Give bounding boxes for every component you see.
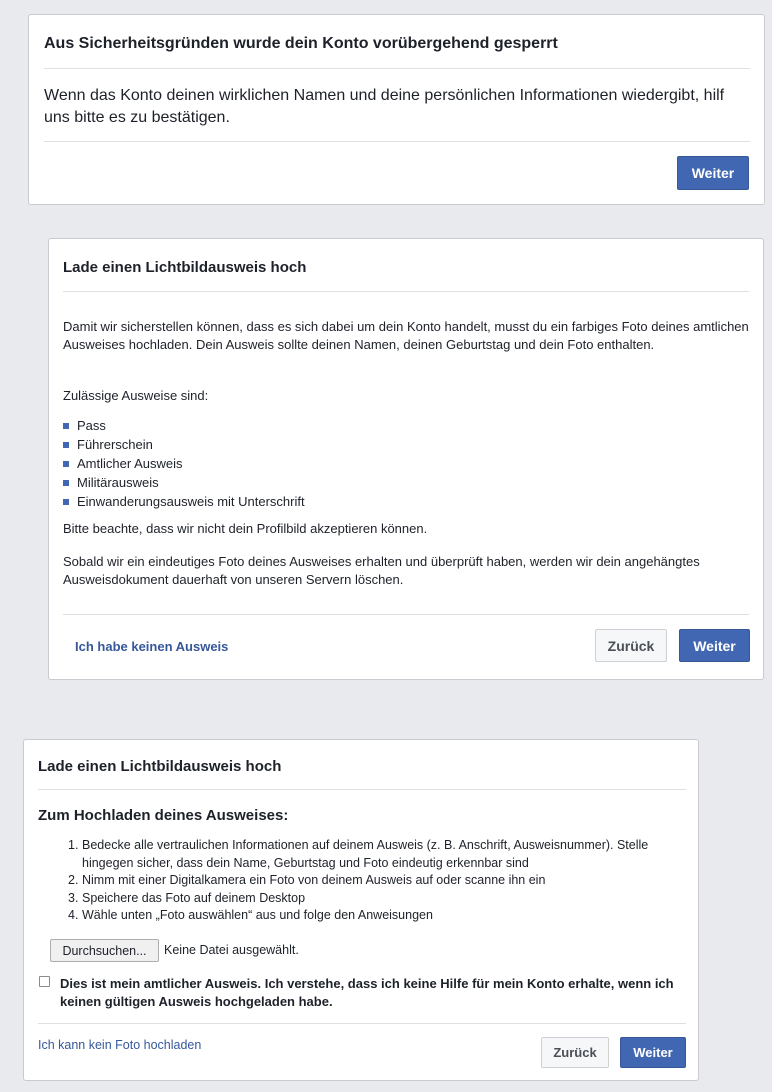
divider: [44, 141, 750, 142]
confirm-id-label[interactable]: Dies ist mein amtlicher Ausweis. Ich verstehe, dass ich keine Hilfe für mein Konto erhalte, wenn ich keinen gültigen Ausweis hochgeladen habe.: [60, 976, 674, 1009]
continue-button[interactable]: Weiter: [620, 1037, 686, 1068]
step-number: 4.: [68, 908, 79, 922]
list-item-label: Amtlicher Ausweis: [77, 456, 183, 471]
upload-id-form-card: [23, 739, 699, 1081]
step-number: 2.: [68, 873, 79, 887]
bullet-icon: [63, 461, 69, 467]
step-number: 3.: [68, 890, 79, 905]
list-item: [68, 890, 688, 908]
list-item: [68, 907, 688, 925]
list-item: [63, 473, 305, 492]
list-item: [63, 492, 305, 511]
upload-id-title: Lade einen Lichtbildausweis hoch: [63, 259, 307, 276]
upload-id-title: Lade einen Lichtbildausweis hoch: [38, 758, 282, 775]
file-status: Keine Datei ausgewählt.: [164, 943, 299, 957]
back-button[interactable]: Zurück: [595, 629, 667, 662]
divider: [63, 614, 749, 615]
divider: [44, 68, 750, 69]
step-text: Nimm mit einer Digitalkamera ein Foto von deinem Ausweis auf oder scanne ihn ein: [82, 873, 546, 887]
list-item: [63, 454, 305, 473]
back-button[interactable]: Zurück: [541, 1037, 609, 1068]
list-item: [68, 872, 688, 890]
accepted-ids-heading: Zulässige Ausweise sind:: [63, 388, 209, 403]
upload-id-intro: Damit wir sicherstellen können, dass es sich dabei um dein Konto handelt, musst du ein farbiges Foto deines amtlichen Ausweises hochladen. Dein Ausweis sollte deinen Namen, deinen Geburtstag und dein Foto enthalten.: [63, 319, 749, 352]
upload-id-info-card: [48, 238, 764, 680]
divider: [38, 1023, 686, 1024]
list-item: [68, 837, 688, 872]
continue-button[interactable]: Weiter: [677, 156, 749, 190]
bullet-icon: [63, 442, 69, 448]
confirm-id-checkbox[interactable]: [39, 976, 50, 987]
list-item: [63, 435, 305, 454]
step-number: 1.: [68, 838, 79, 852]
divider: [38, 789, 686, 790]
list-item-label: Militärausweis: [77, 475, 159, 490]
upload-instructions-heading: Zum Hochladen deines Ausweises:: [38, 807, 289, 824]
upload-steps-list: [68, 837, 688, 925]
locked-account-title: Aus Sicherheitsgründen wurde dein Konto vorübergehend gesperrt: [44, 35, 558, 52]
no-photo-link[interactable]: Ich kann kein Foto hochladen: [38, 1038, 202, 1052]
step-text: Speichere das Foto auf deinem Desktop: [82, 890, 306, 905]
list-item-label: Pass: [77, 418, 106, 433]
bullet-icon: [63, 480, 69, 486]
step-text: Bedecke alle vertraulichen Informationen auf deinem Ausweis (z. B. Anschrift, Ausweisnummer). Stelle hingegen sicher, dass dein Name, Geburtstag und Foto eindeutig erkennbar sind: [82, 838, 649, 870]
continue-button[interactable]: Weiter: [679, 629, 750, 662]
list-item: [63, 416, 305, 435]
profile-photo-note: Bitte beachte, dass wir nicht dein Profilbild akzeptieren können.: [63, 521, 428, 536]
accepted-ids-list: [63, 416, 305, 511]
no-id-link[interactable]: Ich habe keinen Ausweis: [75, 639, 229, 654]
list-item-label: Einwanderungsausweis mit Unterschrift: [77, 494, 305, 509]
locked-account-card: [28, 14, 765, 205]
bullet-icon: [63, 499, 69, 505]
list-item-label: Führerschein: [77, 437, 153, 452]
locked-account-message: Wenn das Konto deinen wirklichen Namen und deine persönlichen Informationen wiedergibt, hilf uns bitte es zu bestätigen.: [44, 87, 725, 126]
divider: [63, 291, 749, 292]
step-text: Wähle unten „Foto auswählen“ aus und folge den Anweisungen: [82, 908, 433, 922]
deletion-note: Sobald wir ein eindeutiges Foto deines Ausweises erhalten und überprüft haben, werden wir dein angehängtes Ausweisdokument dauerhaft von unseren Servern löschen.: [63, 554, 700, 587]
browse-file-button[interactable]: Durchsuchen...: [50, 939, 159, 962]
bullet-icon: [63, 423, 69, 429]
